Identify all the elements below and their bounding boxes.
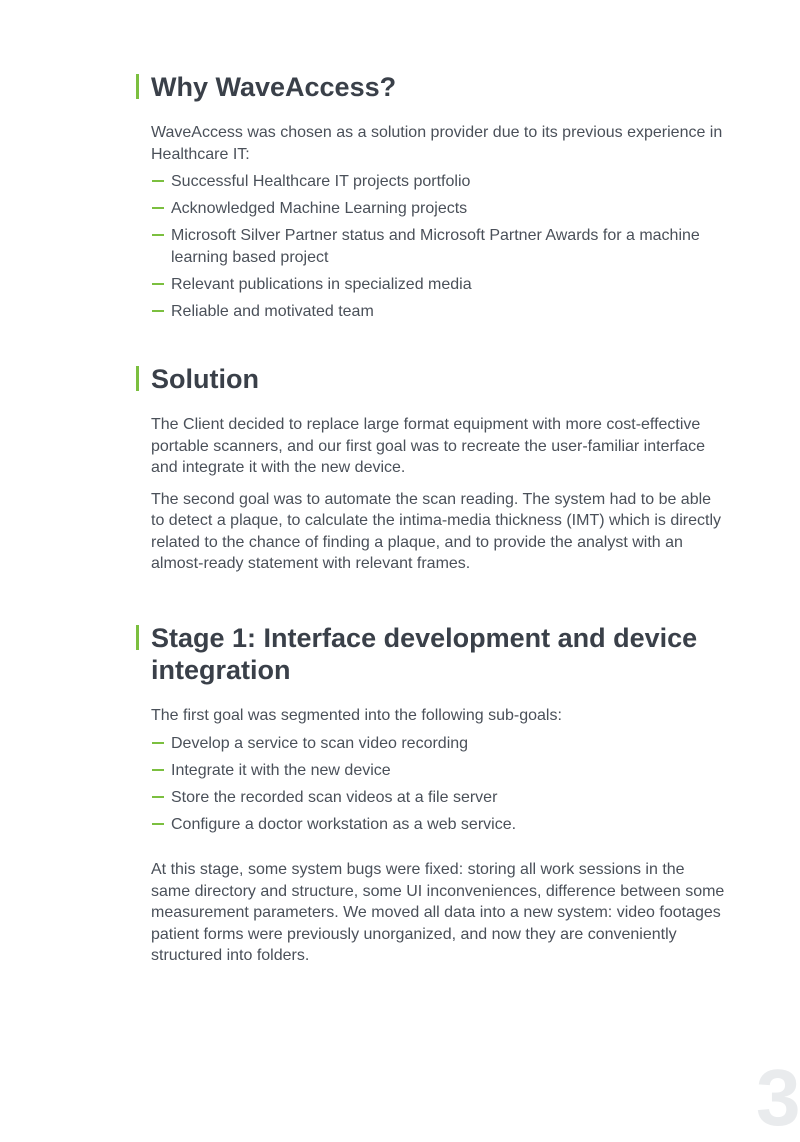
list-item (151, 760, 726, 782)
dash-bullet-icon (152, 207, 164, 209)
dash-bullet-icon (152, 823, 164, 825)
list-item (151, 171, 726, 193)
section-heading: Stage 1: Interface development and device integration (136, 622, 726, 686)
list-item (151, 787, 726, 809)
list-item (151, 301, 726, 323)
list-item-text: Develop a service to scan video recording (171, 734, 469, 752)
section-heading: Solution (136, 363, 726, 395)
list-item-text: Microsoft Silver Partner status and Microsoft Partner Awards for a machine learning based project (171, 227, 700, 266)
dash-bullet-icon (152, 310, 164, 312)
section-intro: WaveAccess was chosen as a solution provider due to its previous experience in Healthcare IT: (151, 124, 723, 163)
paragraph: At this stage, some system bugs were fixed: storing all work sessions in the same directory and structure, some UI inconveniences, difference between some measurement parameters. We moved all data into a new system: video footages patient forms were previously unorganized, and now they are conveniently structured into folders. (151, 861, 725, 964)
dash-bullet-icon (152, 180, 164, 182)
list-item-text: Integrate it with the new device (171, 761, 391, 779)
list-item-text: Relevant publications in specialized media (171, 275, 472, 293)
list-item-text: Store the recorded scan videos at a file server (171, 788, 498, 806)
dash-bullet-icon (152, 769, 164, 771)
solution-section (136, 363, 726, 575)
list-item (151, 225, 726, 268)
list-item (151, 274, 726, 296)
list-item-text: Acknowledged Machine Learning projects (171, 200, 468, 217)
why-waveaccess-section (136, 71, 726, 328)
stage1-list (136, 733, 726, 836)
list-item (151, 733, 726, 755)
dash-bullet-icon (152, 742, 164, 744)
section-heading: Why WaveAccess? (136, 71, 726, 103)
section-intro: The first goal was segmented into the following sub-goals: (151, 707, 562, 724)
list-item (151, 198, 726, 220)
paragraph: The Client decided to replace large format equipment with more cost-effective portable scanners, and our first goal was to recreate the user-familiar interface and integrate it with the new device. (151, 416, 706, 476)
dash-bullet-icon (152, 234, 164, 236)
why-list (136, 171, 726, 322)
list-item-text: Successful Healthcare IT projects portfolio (171, 173, 471, 190)
dash-bullet-icon (152, 796, 164, 798)
list-item (151, 814, 726, 836)
stage1-section (136, 622, 726, 967)
dash-bullet-icon (152, 283, 164, 285)
list-item-text: Configure a doctor workstation as a web service. (171, 815, 517, 833)
list-item-text: Reliable and motivated team (171, 302, 374, 320)
page-number: 3 (756, 1053, 800, 1142)
paragraph: The second goal was to automate the scan reading. The system had to be able to detect a plaque, to calculate the intima-media thickness (IMT) which is directly related to the chance of finding a plaque, and to provide the analyst with an almost-ready statement with relevant frames. (151, 490, 722, 572)
